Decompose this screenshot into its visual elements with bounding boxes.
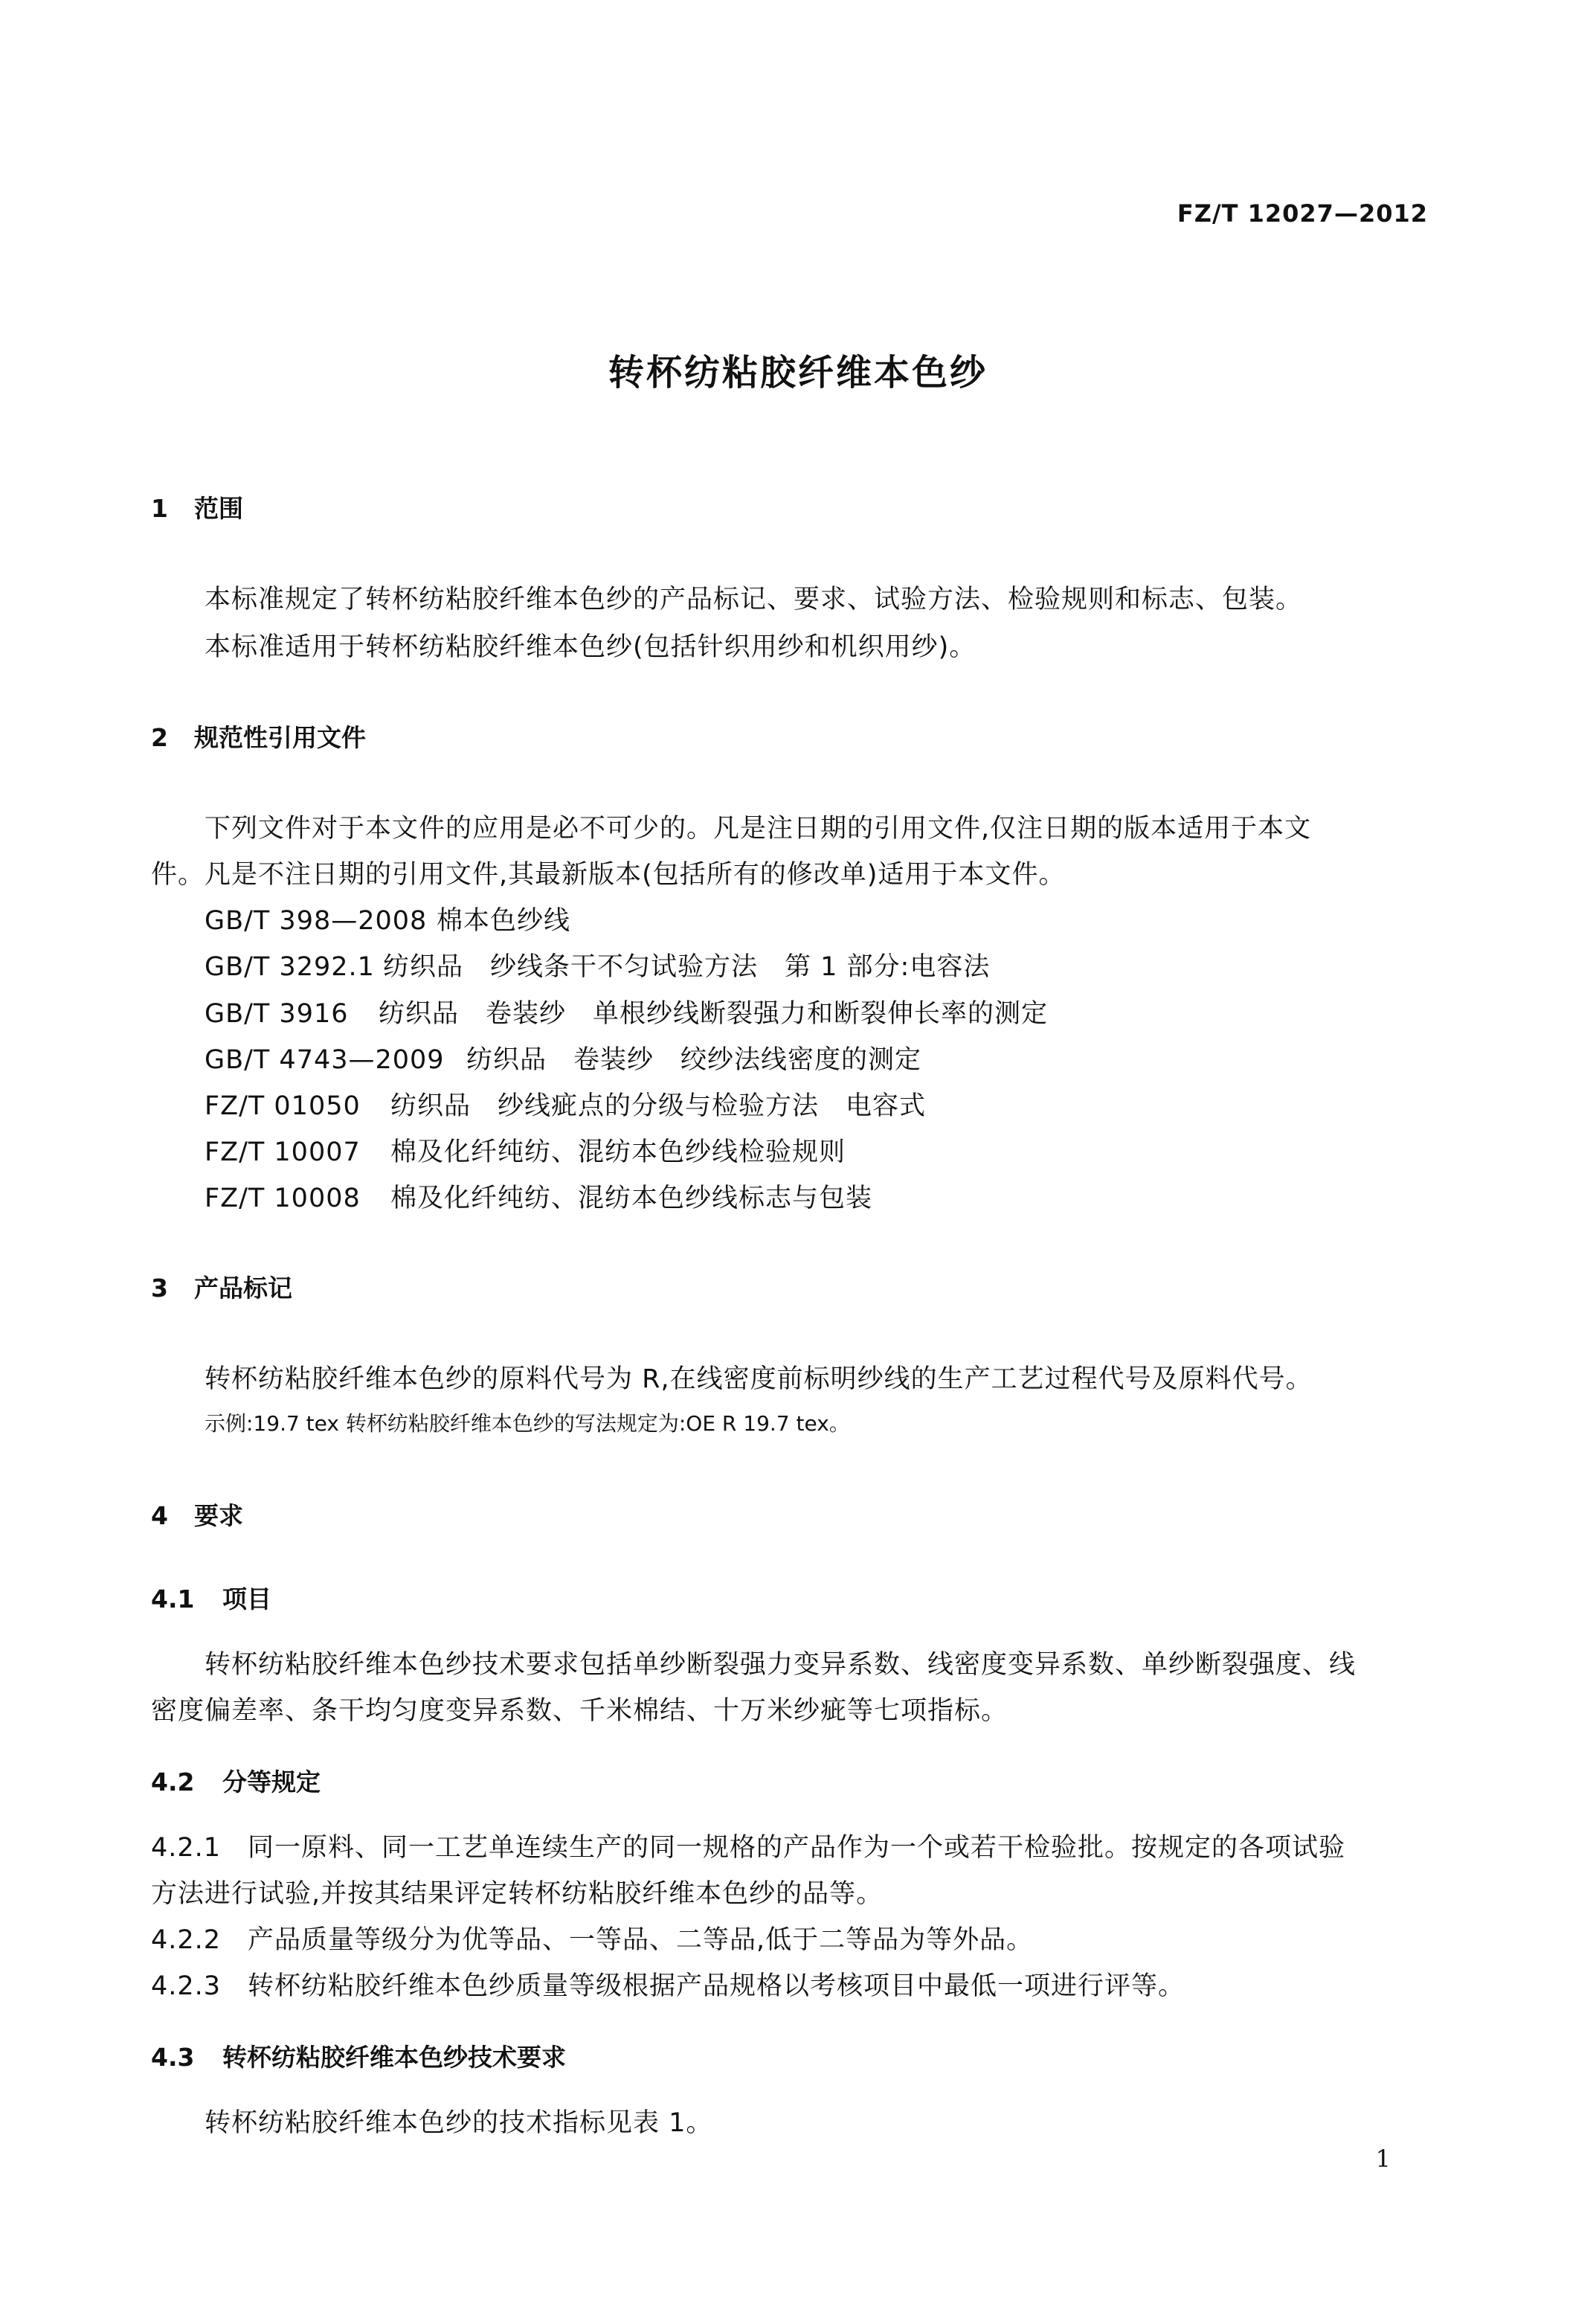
reference-code: GB/T 398—2008 bbox=[205, 906, 428, 936]
reference-code: FZ/T 10007 bbox=[205, 1137, 361, 1167]
reference-item bbox=[205, 993, 1048, 1030]
reference-code: GB/T 3292.1 bbox=[205, 952, 375, 982]
items-paragraph-line-2: 密度偏差率、条干均匀度变异系数、千米棉结、十万米纱疵等七项指标。 bbox=[151, 1696, 1008, 1726]
section-title: 产品标记 bbox=[194, 1274, 292, 1303]
reference-item bbox=[205, 1178, 872, 1215]
clause-4-2-3: 4.2.3 转杯纺粘胶纤维本色纱质量等级根据产品规格以考核项目中最低一项进行评等。 bbox=[151, 1971, 1185, 2001]
reference-name: 纺织品 纱线条干不匀试验方法 第 1 部分:电容法 bbox=[383, 952, 991, 982]
subsection-4-3-heading bbox=[151, 2038, 566, 2073]
section-1-heading bbox=[151, 489, 243, 524]
reference-name: 纺织品 纱线疵点的分级与检验方法 电容式 bbox=[390, 1091, 927, 1121]
reference-name: 棉本色纱线 bbox=[437, 906, 571, 936]
reference-item bbox=[205, 1131, 846, 1169]
items-paragraph-line-1: 转杯纺粘胶纤维本色纱技术要求包括单纱断裂强力变异系数、线密度变异系数、单纱断裂强度、线 bbox=[205, 1650, 1357, 1680]
reference-code: GB/T 4743—2009 bbox=[205, 1045, 445, 1075]
scope-paragraph-2: 本标准适用于转杯纺粘胶纤维本色纱(包括针织用纱和机织用纱)。 bbox=[205, 632, 976, 662]
page-number: 1 bbox=[1375, 2145, 1391, 2173]
section-2-heading bbox=[151, 719, 366, 754]
section-number: 2 bbox=[151, 723, 168, 752]
subsection-number: 4.3 bbox=[151, 2043, 195, 2072]
subsection-title: 项目 bbox=[222, 1585, 271, 1614]
section-title: 规范性引用文件 bbox=[194, 723, 366, 752]
standard-code: FZ/T 12027—2012 bbox=[1177, 199, 1428, 228]
document-title: 转杯纺粘胶纤维本色纱 bbox=[608, 352, 988, 394]
subsection-4-2-heading bbox=[151, 1763, 321, 1798]
clause-4-2-1-line-2: 方法进行试验,并按其结果评定转杯纺粘胶纤维本色纱的品等。 bbox=[151, 1879, 884, 1909]
scope-paragraph-1: 本标准规定了转杯纺粘胶纤维本色纱的产品标记、要求、试验方法、检验规则和标志、包装。 bbox=[205, 585, 1303, 614]
section-number: 1 bbox=[151, 494, 168, 523]
reference-name: 纺织品 卷装纱 单根纱线断裂强力和断裂伸长率的测定 bbox=[379, 999, 1049, 1029]
subsection-4-1-heading bbox=[151, 1580, 271, 1615]
reference-name: 棉及化纤纯纺、混纺本色纱线检验规则 bbox=[390, 1137, 846, 1167]
reference-item bbox=[205, 946, 990, 983]
section-4-heading bbox=[151, 1497, 243, 1532]
subsection-title: 分等规定 bbox=[222, 1768, 321, 1797]
reference-item bbox=[205, 900, 570, 937]
product-marking-paragraph: 转杯纺粘胶纤维本色纱的原料代号为 R,在线密度前标明纱线的生产工艺过程代号及原料代号。 bbox=[205, 1364, 1313, 1394]
product-marking-example: 示例:19.7 tex 转杯纺粘胶纤维本色纱的写法规定为:OE R 19.7 tex。 bbox=[205, 1411, 850, 1436]
subsection-title: 转杯纺粘胶纤维本色纱技术要求 bbox=[222, 2043, 566, 2072]
reference-item bbox=[205, 1039, 921, 1076]
clause-4-2-1-line-1: 4.2.1 同一原料、同一工艺单连续生产的同一规格的产品作为一个或若干检验批。按规定的各项试验 bbox=[151, 1833, 1346, 1863]
reference-name: 纺织品 卷装纱 绞纱法线密度的测定 bbox=[466, 1045, 922, 1075]
clause-4-2-2: 4.2.2 产品质量等级分为优等品、一等品、二等品,低于二等品为等外品。 bbox=[151, 1925, 1034, 1955]
subsection-number: 4.2 bbox=[151, 1768, 195, 1797]
references-intro-line-1: 下列文件对于本文件的应用是必不可少的。凡是注日期的引用文件,仅注日期的版本适用于本文 bbox=[205, 814, 1312, 844]
subsection-number: 4.1 bbox=[151, 1585, 195, 1614]
reference-code: GB/T 3916 bbox=[205, 999, 349, 1029]
section-number: 3 bbox=[151, 1274, 168, 1303]
reference-name: 棉及化纤纯纺、混纺本色纱线标志与包装 bbox=[390, 1184, 873, 1213]
section-3-heading bbox=[151, 1269, 292, 1304]
reference-code: FZ/T 01050 bbox=[205, 1091, 361, 1121]
section-title: 要求 bbox=[194, 1501, 243, 1530]
technical-requirements-paragraph: 转杯纺粘胶纤维本色纱的技术指标见表 1。 bbox=[205, 2108, 713, 2138]
reference-code: FZ/T 10008 bbox=[205, 1184, 361, 1213]
references-intro-line-2: 件。凡是不注日期的引用文件,其最新版本(包括所有的修改单)适用于本文件。 bbox=[151, 860, 1066, 890]
section-title: 范围 bbox=[194, 494, 243, 523]
section-number: 4 bbox=[151, 1501, 168, 1530]
reference-item bbox=[205, 1085, 926, 1123]
